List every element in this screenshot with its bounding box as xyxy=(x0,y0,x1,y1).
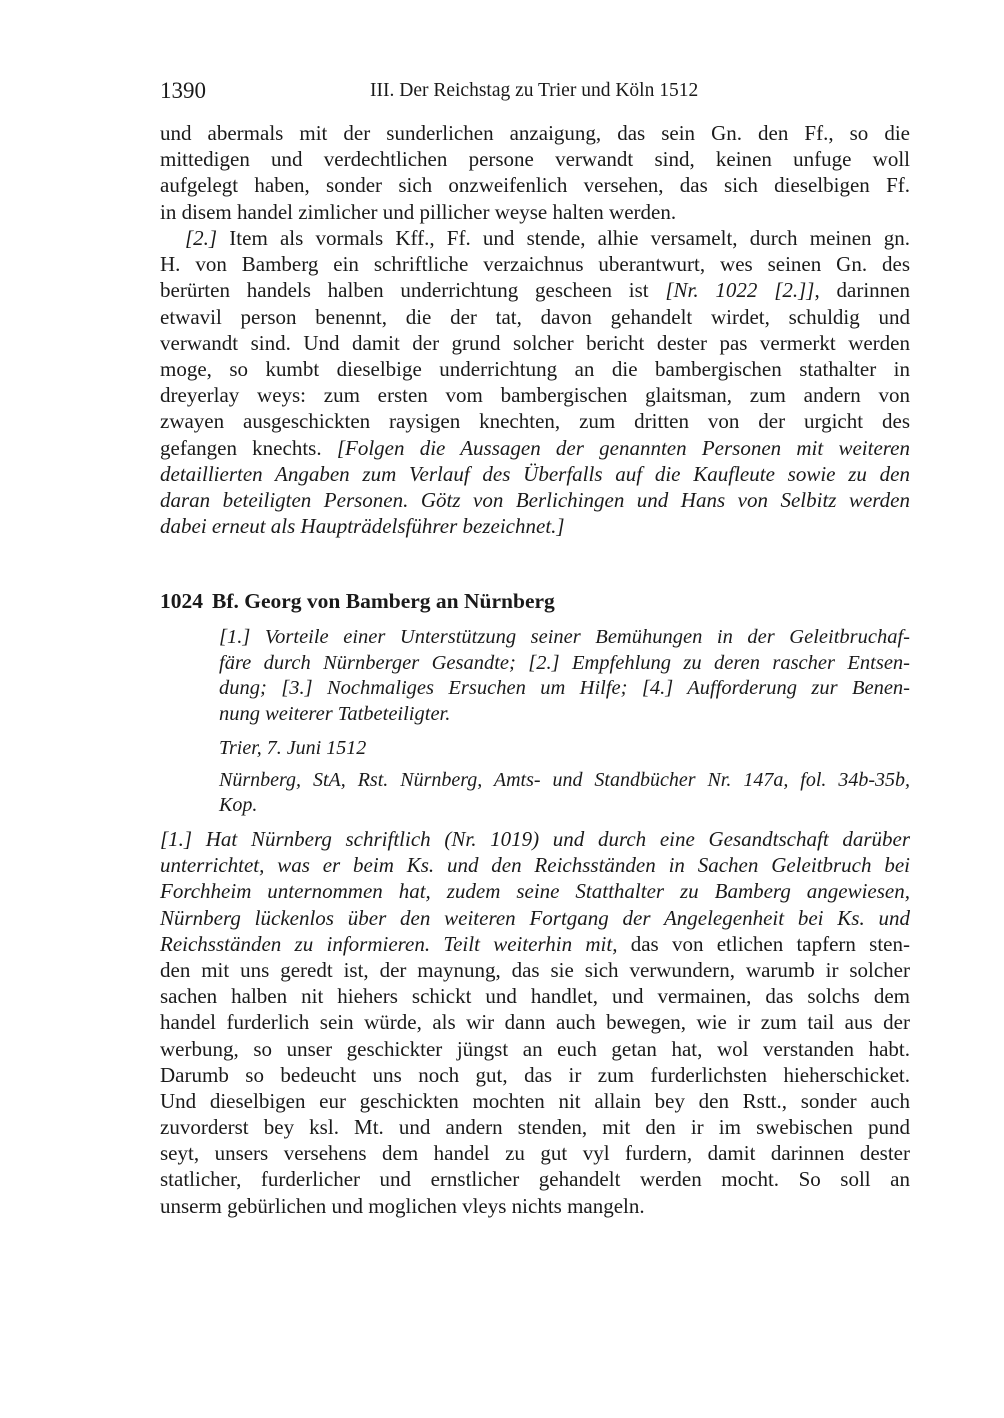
text-line: detaillierten Angaben zum Verlauf des Überfalls auf die Kaufleute sowie zu den xyxy=(160,461,910,486)
text-line: etwavil person benennt, die der tat, davon gehandelt wirdet, schuldig und xyxy=(160,304,910,329)
text-line: Und dieselbigen eur geschickten mochten nit allain bey den Rstt., sonder auch xyxy=(160,1088,910,1113)
text-line: und abermals mit der sunderlichen anzaigung, das sein Gn. den Ff., so die xyxy=(160,121,910,145)
document-number: 1024 xyxy=(160,589,203,613)
text-line: dreyerlay weys: zum ersten vom bambergischen glaitsman, zum andern von xyxy=(160,383,910,408)
text-line: [2.] Item als vormals Kff., Ff. und stende, alhie versamelt, durch meinen gn. xyxy=(185,226,910,250)
text-line: aufgelegt haben, sonder sich onzweifenlich versehen, das sich dieselbigen Ff. xyxy=(160,173,910,198)
source-line: Nürnberg, StA, Rst. Nürnberg, Amts- und Standbücher Nr. 147a, fol. 34b-35b, xyxy=(219,769,910,791)
cross-reference: [Nr. 1022 [2.]] xyxy=(665,278,815,303)
regest-line: dung; [3.] Nochmaliges Ersuchen um Hilfe; [4.] Aufforderung zur Benen- xyxy=(219,677,910,699)
text-line: Reichsständen zu informieren. Teilt weiterhin mit, das von etlichen tapfern sten- xyxy=(160,931,910,956)
text-line: zwayen ausgeschickten raysigen knechten, zum dritten von der urgicht des xyxy=(160,409,910,434)
text-line: verwandt sind. Und damit der grund solcher bericht dester pas vermerkt werden xyxy=(160,330,910,355)
text-line: Forchheim unternommen hat, zudem seine Statthalter zu Bamberg angewiesen, xyxy=(160,879,910,904)
source-line: Kop. xyxy=(219,794,258,816)
document-text xyxy=(160,826,910,1219)
text-line: [1.] Hat Nürnberg schriftlich (Nr. 1019) und durch eine Gesandtschaft darüber xyxy=(160,827,910,851)
text-line: H. von Bamberg ein schriftliche verzaichnus uberantwurt, wes seinen Gn. des xyxy=(160,252,910,277)
regest-line: [1.] Vorteile einer Unterstützung seiner Bemühungen in der Geleitbruchaf- xyxy=(219,626,910,648)
running-title: III. Der Reichstag zu Trier und Köln 1512 xyxy=(370,80,699,101)
text-line: seyt, unsers versehens dem handel zu gut vyl furdern, damit darinnen dester xyxy=(160,1141,910,1166)
paragraph-2 xyxy=(160,225,910,539)
source-reference xyxy=(219,768,910,818)
document-title: Bf. Georg von Bamberg an Nürnberg xyxy=(212,589,555,613)
document-regest xyxy=(219,625,910,727)
text-line: den mit uns geredt ist, der maynung, das sie sich verwundern, warumb ir solcher xyxy=(160,957,910,982)
regest-line: färe durch Nürnberger Gesandte; [2.] Empfehlung zu deren rascher Entsen- xyxy=(219,651,910,674)
editorial-note: [Folgen die Aussagen der genannten Personen mit weiteren xyxy=(336,435,910,460)
text-line: mittedigen und verdechtlichen persone verwandt sind, keinen unfuge woll xyxy=(160,147,910,172)
text-line: Darumb so bedeucht uns noch gut, das ir zum furderlichsten hieherschicket. xyxy=(160,1062,910,1087)
text-line: berürten handels halben underrichtung gescheen ist [Nr. 1022 [2.]], darinnen xyxy=(160,278,910,303)
place-date-text: Trier, 7. Juni 1512 xyxy=(219,737,367,759)
text-line: dabei erneut als Haupträdelsführer bezeichnet.] xyxy=(160,514,565,539)
regest-line: nung weiterer Tatbeteiligter. xyxy=(219,702,451,725)
text-line: statlicher, furderlicher und ernstlicher gehandelt werden mocht. So soll an xyxy=(160,1167,910,1192)
document-heading xyxy=(160,589,910,614)
section-number: [2.] xyxy=(185,226,218,250)
text-line: handel furderlich sein würde, als wir dann auch bewegen, wie ir zum tail aus der xyxy=(160,1010,910,1035)
text-line: sachen halben nit hiehers schickt und handlet, und vermainen, das solchs dem xyxy=(160,984,910,1009)
text-line: zuvorderst bey ksl. Mt. und andern stenden, mit den ir im swebischen pund xyxy=(160,1115,910,1140)
text-line: gefangen knechts. [Folgen die Aussagen der genannten Personen mit weiteren xyxy=(160,435,910,460)
text-line: Nürnberg lückenlos über den weiteren Fortgang der Angelegenheit bei Ks. und xyxy=(160,905,910,930)
text-line: werbung, so unser geschickter jüngst an euch getan hat, wol verstanden habt. xyxy=(160,1036,910,1061)
text-line: daran beteiligten Personen. Götz von Berlichingen und Hans von Selbitz werden xyxy=(160,487,910,512)
paragraph-continuation xyxy=(160,120,910,225)
place-date xyxy=(219,736,910,761)
text-line: unterrichtet, was er beim Ks. und den Reichsständen in Sachen Geleitbruch bei xyxy=(160,853,910,878)
page-header xyxy=(160,78,910,108)
text-line: moge, so kumbt dieselbige underrichtung an die bambergischen stathalter in xyxy=(160,356,910,381)
text-line: in disem handel zimlicher und pillicher weyse halten werden. xyxy=(160,199,677,224)
page-number: 1390 xyxy=(160,78,206,103)
text-line: unserm gebürlichen und moglichen vleys nichts mangeln. xyxy=(160,1193,645,1218)
